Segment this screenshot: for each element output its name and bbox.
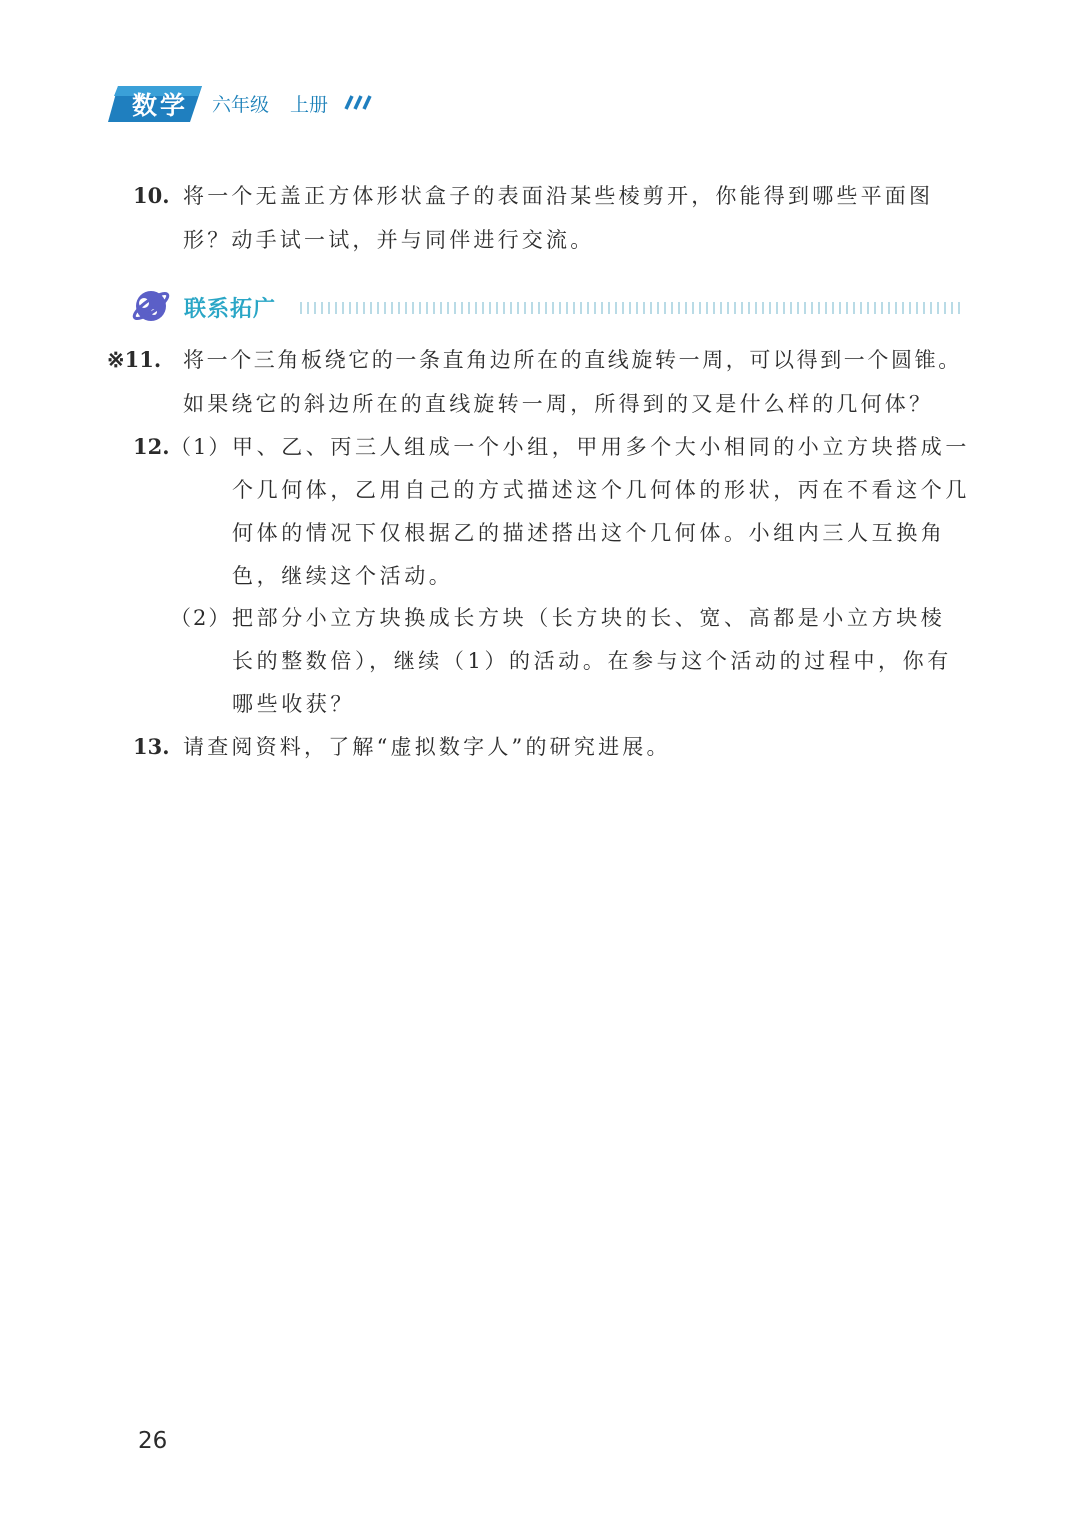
section-divider: [300, 302, 964, 314]
question-12-part-1-line-2: 个几何体，乙用自己的方式描述这个几何体的形状，丙在不看这个几: [232, 478, 970, 502]
question-13-line-1: 请查阅资料，了解“虚拟数字人”的研究进展。: [183, 735, 671, 759]
question-10-line-1: 将一个无盖正方体形状盒子的表面沿某些棱剪开，你能得到哪些平面图: [183, 184, 934, 208]
question-12-part-1-line-4: 色，继续这个活动。: [232, 564, 454, 588]
question-12-part-2-line-1: 把部分小立方块换成长方块（长方块的长、宽、高都是小立方块棱: [232, 606, 946, 630]
page-header: [108, 82, 438, 126]
question-12-part-2-line-2: 长的整数倍），继续（1）的活动。在参与这个活动的过程中，你有: [232, 649, 952, 673]
slash-decoration-icon: [340, 94, 374, 110]
question-10-number: 10.: [133, 183, 170, 208]
page-number: 26: [138, 1428, 168, 1454]
question-13-number: 13.: [133, 734, 170, 759]
question-11-line-1: 将一个三角板绕它的一条直角边所在的直线旋转一周，可以得到一个圆锥。: [183, 348, 962, 372]
question-10-line-2: 形？动手试一试，并与同伴进行交流。: [183, 228, 595, 252]
section-title: 联系拓广: [184, 297, 277, 322]
subject-badge: [108, 82, 204, 126]
question-12-part-1-line-1: 甲、乙、丙三人组成一个小组，甲用多个大小相同的小立方块搭成一: [232, 435, 970, 459]
question-11-line-2: 如果绕它的斜边所在的直线旋转一周，所得到的又是什么样的几何体？: [183, 392, 934, 416]
question-12-number: 12.: [133, 434, 170, 459]
grade-label: 六年级: [212, 94, 270, 116]
question-12-part-2-line-3: 哪些收获？: [232, 692, 355, 716]
question-12-part-1-line-3: 何体的情况下仅根据乙的描述搭出这个几何体。小组内三人互换角: [232, 521, 946, 545]
question-12-part-1-label: （1）: [170, 435, 232, 459]
section-banner: [130, 286, 966, 326]
question-12-part-2-label: （2）: [170, 606, 232, 630]
planet-icon: [130, 286, 172, 326]
volume-label: 上册: [290, 94, 329, 116]
subject-label: 数学: [132, 91, 189, 120]
question-11-number: ※11.: [107, 347, 162, 372]
